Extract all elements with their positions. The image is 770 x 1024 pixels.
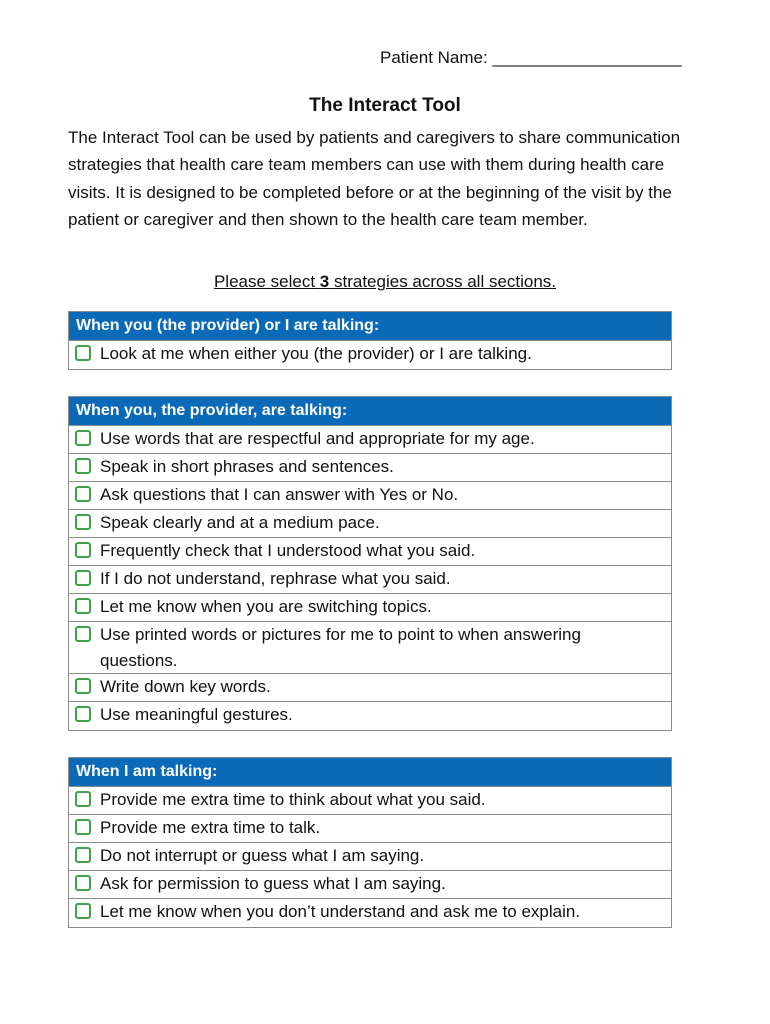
checkbox[interactable] xyxy=(75,458,91,474)
checklist-item[interactable] xyxy=(69,341,671,369)
checkbox[interactable] xyxy=(75,791,91,807)
checklist-item[interactable] xyxy=(69,538,671,566)
checkbox[interactable] xyxy=(75,345,91,361)
instruction-prefix: Please select xyxy=(213,272,320,291)
instruction-suffix: strategies across all sections. xyxy=(329,272,557,291)
page-title: The Interact Tool xyxy=(309,95,461,116)
checkbox[interactable] xyxy=(75,430,91,446)
checklist-item-label: Write down key words. xyxy=(100,677,271,696)
checklist-item-label: Do not interrupt or guess what I am saying. xyxy=(100,846,425,865)
selection-instruction xyxy=(0,272,770,292)
checklist-item-label: Provide me extra time to think about what you said. xyxy=(100,790,486,809)
checklist-item[interactable] xyxy=(69,787,671,815)
checklist-item-label: Ask for permission to guess what I am saying. xyxy=(100,874,446,893)
section-header: When I am talking: xyxy=(69,758,671,787)
patient-name-field[interactable]: Patient Name: ____________________ xyxy=(380,48,682,67)
section-patient-talking xyxy=(68,757,672,928)
checklist-item[interactable] xyxy=(69,871,671,899)
checklist-item-label: Let me know when you are switching topics. xyxy=(100,597,432,616)
checklist-item[interactable] xyxy=(69,622,671,674)
checklist-item[interactable] xyxy=(69,594,671,622)
checkbox[interactable] xyxy=(75,542,91,558)
checklist-item-label: Use words that are respectful and appropriate for my age. xyxy=(100,429,535,448)
checklist-item-label: Frequently check that I understood what you said. xyxy=(100,541,476,560)
checklist-item-label: Speak in short phrases and sentences. xyxy=(100,457,394,476)
checkbox[interactable] xyxy=(75,486,91,502)
checklist-item-label: Look at me when either you (the provider) or I are talking. xyxy=(100,344,532,363)
checklist-item-label: Provide me extra time to talk. xyxy=(100,818,321,837)
checkbox[interactable] xyxy=(75,598,91,614)
intro-paragraph: The Interact Tool can be used by patients and caregivers to share communication strategies that health care team members can use with them during health care visits. It is designed to be completed before or at the beginning of the visit by the patient or caregiver and then shown to the health care team member. xyxy=(68,128,681,229)
checklist-item[interactable] xyxy=(69,815,671,843)
checklist-item[interactable] xyxy=(69,899,671,927)
checklist-item[interactable] xyxy=(69,510,671,538)
checkbox[interactable] xyxy=(75,514,91,530)
checkbox[interactable] xyxy=(75,706,91,722)
checklist-item-label: Let me know when you don’t understand and ask me to explain. xyxy=(100,902,581,921)
checklist-item[interactable] xyxy=(69,702,671,730)
checkbox[interactable] xyxy=(75,875,91,891)
checklist-item[interactable] xyxy=(69,674,671,702)
checklist-item-label: Use meaningful gestures. xyxy=(100,705,293,724)
checkbox[interactable] xyxy=(75,903,91,919)
checkbox[interactable] xyxy=(75,847,91,863)
checkbox[interactable] xyxy=(75,678,91,694)
checkbox[interactable] xyxy=(75,626,91,642)
checkbox[interactable] xyxy=(75,819,91,835)
checkbox[interactable] xyxy=(75,570,91,586)
section-header: When you (the provider) or I are talking: xyxy=(69,312,671,341)
checklist-item-label: If I do not understand, rephrase what you said. xyxy=(100,569,451,588)
instruction-count: 3 xyxy=(319,272,330,291)
section-provider-talking xyxy=(68,396,672,731)
section-both-talking xyxy=(68,311,672,370)
checklist-item[interactable] xyxy=(69,566,671,594)
checklist-item[interactable] xyxy=(69,843,671,871)
section-header: When you, the provider, are talking: xyxy=(69,397,671,426)
checklist-item-label: Speak clearly and at a medium pace. xyxy=(100,513,380,532)
checklist-item-label: Ask questions that I can answer with Yes or No. xyxy=(100,485,459,504)
checklist-item[interactable] xyxy=(69,454,671,482)
checklist-item[interactable] xyxy=(69,482,671,510)
checklist-item[interactable] xyxy=(69,426,671,454)
checklist-item-label: Use printed words or pictures for me to point to when answering questions. xyxy=(100,625,581,670)
